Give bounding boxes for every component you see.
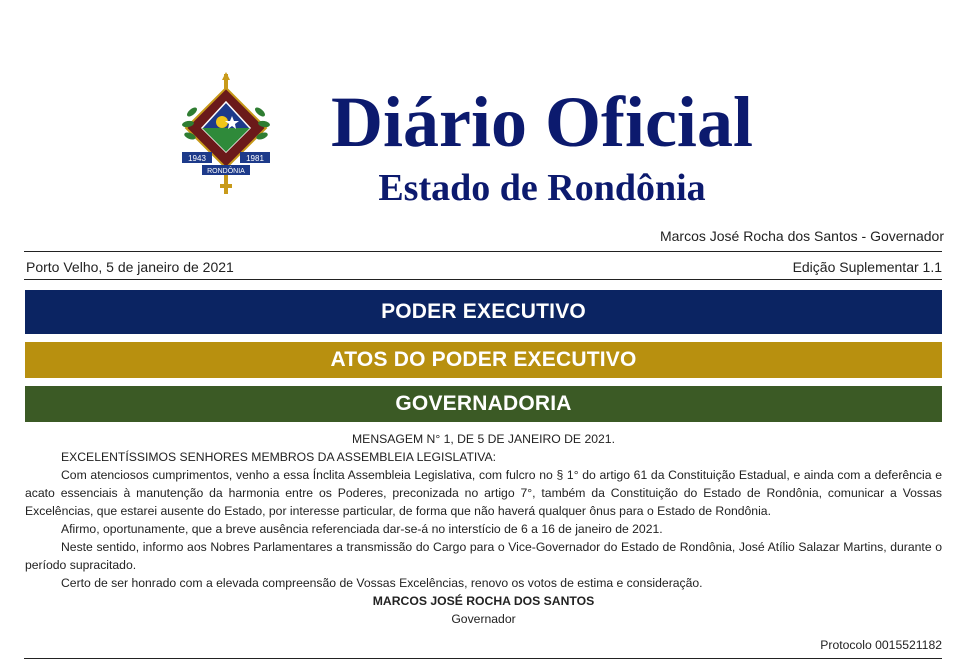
newspaper-subtitle: Estado de Rondônia — [378, 167, 706, 209]
paragraph-2-rest: , oportunamente, que a breve ausência referenciada dar-se-á no interstício de 6 a 16 de janeiro de 2021. — [96, 522, 663, 536]
seal-banner: RONDÔNIA — [207, 168, 245, 175]
document-salutation: EXCELENTÍSSIMOS SENHORES MEMBROS DA ASSEMBLEIA LEGISLATIVA: — [61, 450, 497, 464]
state-seal-icon — [178, 72, 274, 198]
document-body — [25, 430, 942, 654]
paragraph-3: Neste sentido, informo aos Nobres Parlamentares a transmissão do Cargo para o Vice-Governador do Estado de Rondônia, José Atílio Salazar Martins, durante o período supracitado. — [25, 540, 942, 572]
divider-bottom — [24, 658, 942, 659]
seal-year-right: 1981 — [246, 154, 264, 163]
section-band-governadoria: GOVERNADORIA — [25, 386, 942, 422]
signature-name: MARCOS JOSÉ ROCHA DOS SANTOS — [372, 594, 595, 608]
section-band-atos: ATOS DO PODER EXECUTIVO — [25, 342, 942, 378]
newspaper-title: Diário Oficial — [331, 82, 753, 162]
paragraph-2-lead: Afirmo — [61, 522, 97, 536]
document-heading: MENSAGEM N° 1, DE 5 DE JANEIRO DE 2021. — [352, 432, 615, 446]
masthead — [0, 0, 960, 244]
edition-label: Edição Suplementar 1.1 — [792, 259, 942, 275]
protocol-number: Protocolo 0015521182 — [820, 638, 942, 652]
place-date: Porto Velho, 5 de janeiro de 2021 — [26, 259, 234, 275]
seal-year-left: 1943 — [188, 154, 206, 163]
signature-title: Governador — [451, 612, 516, 626]
divider-top — [24, 251, 942, 252]
paragraph-2 — [25, 520, 942, 538]
section-band-poder-executivo: PODER EXECUTIVO — [25, 290, 942, 334]
paragraph-4: Certo de ser honrado com a elevada compreensão de Vossas Excelências, renovo os votos de estima e consideração. — [61, 576, 703, 590]
divider-dateline — [24, 279, 942, 280]
paragraph-1: Com atenciosos cumprimentos, venho a essa Ínclita Assembleia Legislativa, com fulcro no § 1° do artigo 61 da Constituição Estadual, e ainda com a deferência e acato essenciais à manutenção da harmonia entre os Poderes, preconizada no artigo 7°, também da Constituição do Estado de Rondônia, comunicar a Vossas Excelências, que estarei ausente do Estado, por interesse particular, de forma que não haverá qualquer ônus para o Estado de Rondônia. — [25, 468, 942, 518]
governor-line: Marcos José Rocha dos Santos - Governador — [659, 228, 944, 244]
